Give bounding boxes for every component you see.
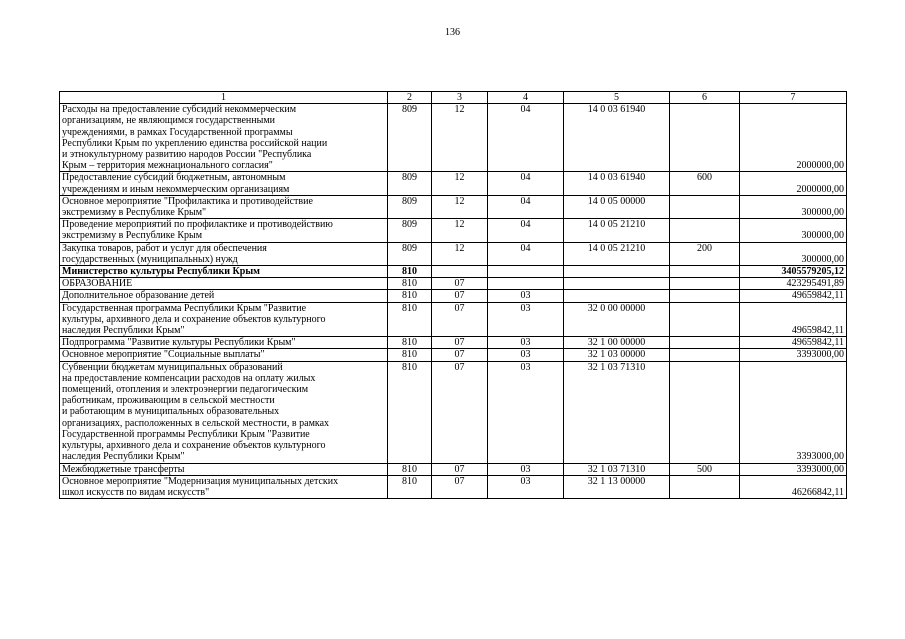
row-description: Проведение мероприятий по профилактике и противодействию экстремизму в Республике Крым: [60, 219, 388, 242]
target-article-code: 32 1 03 71310: [564, 463, 670, 475]
table-row: [60, 302, 847, 337]
column-header: 3: [432, 92, 488, 104]
ministry-code: 809: [388, 219, 432, 242]
column-header: 7: [740, 92, 847, 104]
subsection-code: 04: [488, 219, 564, 242]
subsection-code: 03: [488, 463, 564, 475]
expense-type-code: [670, 337, 740, 349]
column-header: 2: [388, 92, 432, 104]
row-description: Основное мероприятие "Модернизация муниципальных детских школ искусств по видам искусств": [60, 475, 388, 498]
subsection-code: 03: [488, 302, 564, 337]
subsection-code: 03: [488, 290, 564, 302]
expense-type-code: 600: [670, 172, 740, 195]
target-article-code: [564, 266, 670, 278]
ministry-code: 809: [388, 242, 432, 265]
amount-value: 3393000,00: [740, 349, 847, 361]
section-code: 07: [432, 290, 488, 302]
subsection-code: 03: [488, 349, 564, 361]
amount-value: 49659842,11: [740, 337, 847, 349]
target-article-code: 32 1 00 00000: [564, 337, 670, 349]
row-description: ОБРАЗОВАНИЕ: [60, 278, 388, 290]
row-description: Расходы на предоставление субсидий некоммерческим организациям, не являющимся государственными учреждениями, в рамках Государственной программы Республики Крым по укреплению единства российской нации и этнокультурному развитию народов России "Республика Крым – территория межнационального согласия": [60, 104, 388, 172]
expense-type-code: 500: [670, 463, 740, 475]
ministry-code: 810: [388, 475, 432, 498]
target-article-code: 14 0 05 21210: [564, 242, 670, 265]
table-row: [60, 104, 847, 172]
expense-type-code: [670, 361, 740, 463]
table-row: [60, 349, 847, 361]
ministry-code: 810: [388, 290, 432, 302]
table-row: [60, 242, 847, 265]
ministry-code: 809: [388, 104, 432, 172]
ministry-code: 810: [388, 302, 432, 337]
section-code: 12: [432, 219, 488, 242]
expense-type-code: [670, 278, 740, 290]
amount-value: 46266842,11: [740, 475, 847, 498]
ministry-code: 810: [388, 361, 432, 463]
ministry-code: 810: [388, 266, 432, 278]
page-number: 136: [445, 27, 460, 38]
table-row: [60, 278, 847, 290]
section-code: 12: [432, 172, 488, 195]
column-header: 5: [564, 92, 670, 104]
target-article-code: 14 0 05 21210: [564, 219, 670, 242]
table-row: [60, 172, 847, 195]
row-description: Министерство культуры Республики Крым: [60, 266, 388, 278]
expense-type-code: [670, 104, 740, 172]
expense-type-code: [670, 219, 740, 242]
target-article-code: 14 0 05 00000: [564, 195, 670, 218]
expense-type-code: 200: [670, 242, 740, 265]
amount-value: 49659842,11: [740, 290, 847, 302]
table-row: [60, 463, 847, 475]
section-code: 07: [432, 337, 488, 349]
target-article-code: [564, 278, 670, 290]
row-description: Государственная программа Республики Крым "Развитие культуры, архивного дела и сохранение объектов культурного наследия Республики Крым": [60, 302, 388, 337]
column-header: 6: [670, 92, 740, 104]
amount-value: 3393000,00: [740, 463, 847, 475]
section-code: 12: [432, 242, 488, 265]
subsection-code: 03: [488, 337, 564, 349]
ministry-code: 810: [388, 349, 432, 361]
ministry-code: 809: [388, 195, 432, 218]
target-article-code: 32 0 00 00000: [564, 302, 670, 337]
row-description: Основное мероприятие "Профилактика и противодействие экстремизму в Республике Крым": [60, 195, 388, 218]
expense-type-code: [670, 290, 740, 302]
amount-value: 300000,00: [740, 219, 847, 242]
ministry-code: 810: [388, 278, 432, 290]
section-code: 07: [432, 278, 488, 290]
ministry-code: 809: [388, 172, 432, 195]
amount-value: 423295491,89: [740, 278, 847, 290]
amount-value: 300000,00: [740, 195, 847, 218]
subsection-code: 04: [488, 104, 564, 172]
subsection-code: 03: [488, 475, 564, 498]
table-row: [60, 337, 847, 349]
amount-value: 300000,00: [740, 242, 847, 265]
subsection-code: [488, 278, 564, 290]
table-row: [60, 361, 847, 463]
section-code: 07: [432, 475, 488, 498]
table-row: [60, 290, 847, 302]
target-article-code: 14 0 03 61940: [564, 172, 670, 195]
section-code: 12: [432, 104, 488, 172]
expense-type-code: [670, 266, 740, 278]
expense-type-code: [670, 349, 740, 361]
target-article-code: 32 1 03 71310: [564, 361, 670, 463]
amount-value: 2000000,00: [740, 172, 847, 195]
row-description: Подпрограмма "Развитие культуры Республики Крым": [60, 337, 388, 349]
section-code: 07: [432, 302, 488, 337]
expense-type-code: [670, 302, 740, 337]
row-description: Субвенции бюджетам муниципальных образований на предоставление компенсации расходов на оплату жилых помещений, отопления и электроэнергии педагогическим работникам, проживающим в сельской местности и работающим в муниципальных образовательных организациях, расположенных в сельской местности, в рамках Государственной программы Республики Крым "Развитие культуры, архивного дела и сохранение объектов культурного наследия Республики Крым": [60, 361, 388, 463]
budget-table: [59, 91, 847, 499]
table-row: [60, 266, 847, 278]
row-description: Основное мероприятие "Социальные выплаты": [60, 349, 388, 361]
subsection-code: 04: [488, 195, 564, 218]
row-description: Закупка товаров, работ и услуг для обеспечения государственных (муниципальных) нужд: [60, 242, 388, 265]
subsection-code: [488, 266, 564, 278]
amount-value: 3393000,00: [740, 361, 847, 463]
column-header: 1: [60, 92, 388, 104]
amount-value: 2000000,00: [740, 104, 847, 172]
amount-value: 3405579205,12: [740, 266, 847, 278]
target-article-code: [564, 290, 670, 302]
table-header-row: [60, 92, 847, 104]
row-description: Предоставление субсидий бюджетным, автономным учреждениям и иным некоммерческим организациям: [60, 172, 388, 195]
expense-type-code: [670, 195, 740, 218]
table-row: [60, 195, 847, 218]
row-description: Дополнительное образование детей: [60, 290, 388, 302]
target-article-code: 32 1 03 00000: [564, 349, 670, 361]
section-code: 12: [432, 195, 488, 218]
table-row: [60, 475, 847, 498]
amount-value: 49659842,11: [740, 302, 847, 337]
ministry-code: 810: [388, 463, 432, 475]
column-header: 4: [488, 92, 564, 104]
ministry-code: 810: [388, 337, 432, 349]
section-code: 07: [432, 361, 488, 463]
row-description: Межбюджетные трансферты: [60, 463, 388, 475]
expense-type-code: [670, 475, 740, 498]
section-code: 07: [432, 463, 488, 475]
table-row: [60, 219, 847, 242]
target-article-code: 32 1 13 00000: [564, 475, 670, 498]
subsection-code: 04: [488, 172, 564, 195]
subsection-code: 03: [488, 361, 564, 463]
subsection-code: 04: [488, 242, 564, 265]
target-article-code: 14 0 03 61940: [564, 104, 670, 172]
section-code: [432, 266, 488, 278]
section-code: 07: [432, 349, 488, 361]
